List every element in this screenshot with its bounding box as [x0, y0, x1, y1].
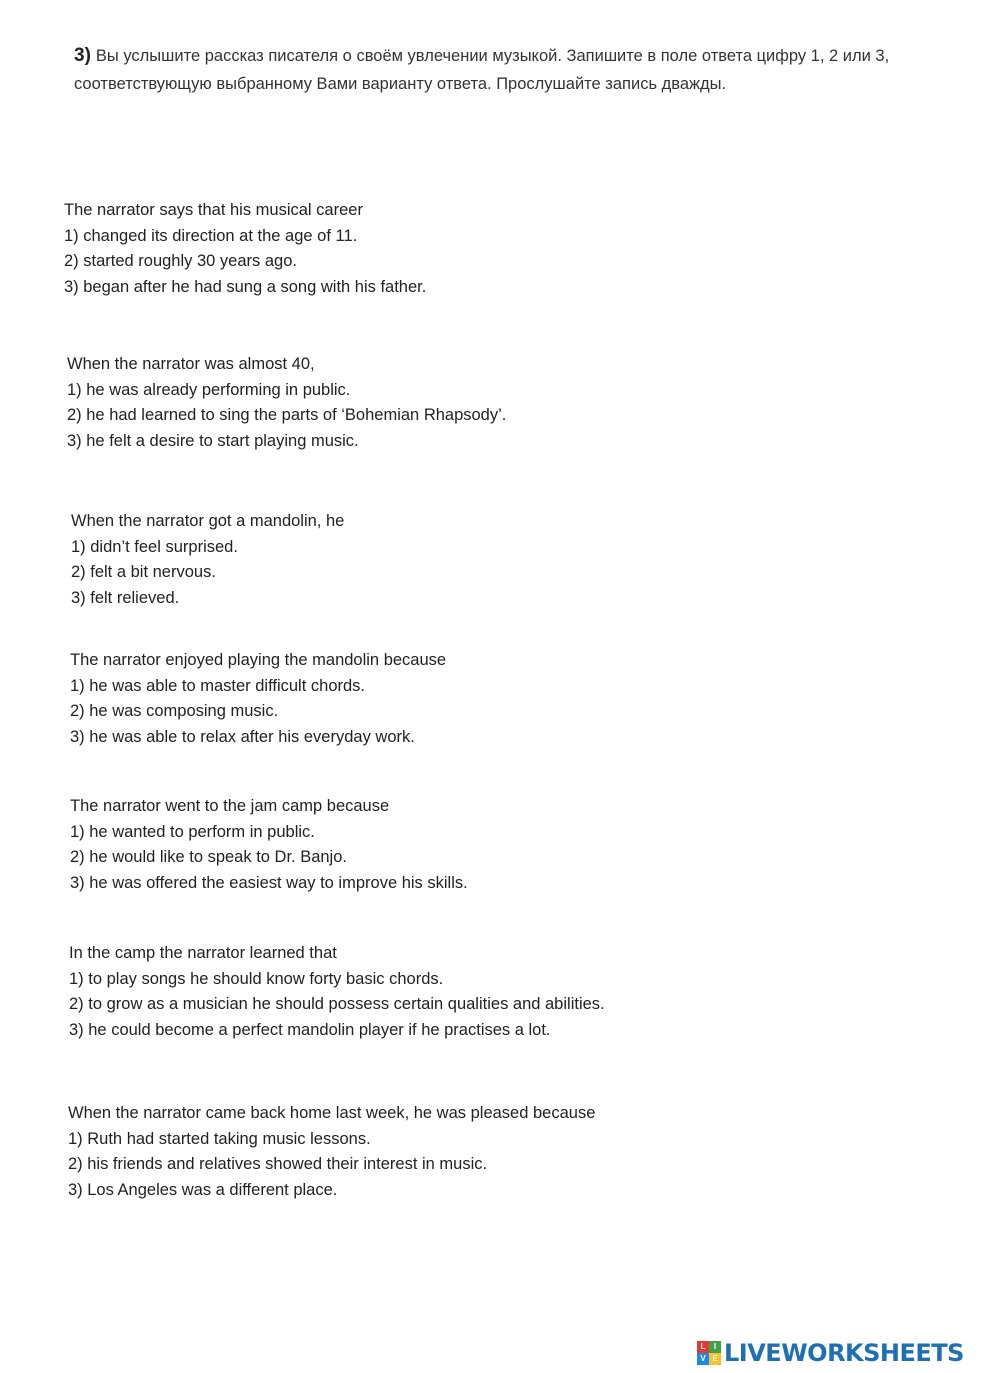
answer-option: 1) he was already performing in public. [67, 380, 351, 399]
instruction-number: 3) [74, 45, 91, 66]
answer-option: 2) he had learned to sing the parts of ‘Bohemian Rhapsody’. [67, 406, 507, 424]
answer-option: 3) began after he had sung a song with his father. [64, 277, 427, 296]
question-stem: When the narrator came back home last week, he was pleased because [68, 1104, 596, 1122]
answer-option: 1) he wanted to perform in public. [70, 822, 315, 841]
logo-mark-icon [697, 1341, 721, 1365]
question-stem: The narrator says that his musical career [64, 201, 363, 219]
answer-option: 3) felt relieved. [71, 588, 180, 607]
question-stem: When the narrator got a mandolin, he [71, 512, 345, 530]
question-stem: In the camp the narrator learned that [69, 944, 337, 962]
answer-option: 3) Los Angeles was a different place. [68, 1180, 338, 1199]
question-stem: When the narrator was almost 40, [67, 355, 315, 373]
answer-option: 1) Ruth had started taking music lessons. [68, 1129, 371, 1148]
logo-mark-letter: L [697, 1341, 709, 1353]
logo-mark-letter: V [697, 1353, 709, 1365]
answer-option: 1) to play songs he should know forty basic chords. [69, 969, 444, 988]
logo-mark-letter: I [709, 1341, 721, 1353]
answer-option: 2) started roughly 30 years ago. [64, 252, 297, 270]
answer-option: 3) he felt a desire to start playing music. [67, 431, 359, 450]
answer-option: 3) he was offered the easiest way to improve his skills. [70, 873, 468, 892]
answer-option: 3) he could become a perfect mandolin player if he practises a lot. [69, 1020, 551, 1039]
question-5 [70, 794, 468, 896]
liveworksheets-logo [697, 1338, 964, 1368]
question-stem: The narrator went to the jam camp because [70, 797, 390, 815]
logo-mark-letter: E [709, 1353, 721, 1365]
answer-option: 1) changed its direction at the age of 11. [64, 226, 358, 245]
question-7 [68, 1101, 595, 1203]
question-6 [69, 941, 605, 1043]
answer-option: 2) he was composing music. [70, 702, 279, 720]
answer-option: 1) didn’t feel surprised. [71, 537, 238, 556]
answer-option: 2) felt a bit nervous. [71, 563, 216, 581]
answer-option: 1) he was able to master difficult chords. [70, 676, 366, 695]
question-3 [71, 509, 344, 611]
answer-option: 2) he would like to speak to Dr. Banjo. [70, 848, 347, 866]
question-1 [64, 198, 426, 300]
question-4 [70, 648, 446, 750]
question-stem: The narrator enjoyed playing the mandolin because [70, 651, 447, 669]
logo-text: LIVEWORKSHEETS [724, 1339, 964, 1367]
instruction [74, 42, 944, 98]
answer-option: 3) he was able to relax after his everyday work. [70, 727, 415, 746]
answer-option: 2) to grow as a musician he should possess certain qualities and abilities. [69, 995, 605, 1013]
instruction-text: Вы услышите рассказ писателя о своём увлечении музыкой. Запишите в поле ответа цифру 1, 2 или 3, соответствующую выбранному Вами варианту ответа. Прослушайте запись дважды. [74, 47, 890, 93]
answer-option: 2) his friends and relatives showed their interest in music. [68, 1155, 488, 1173]
question-2 [67, 352, 506, 454]
